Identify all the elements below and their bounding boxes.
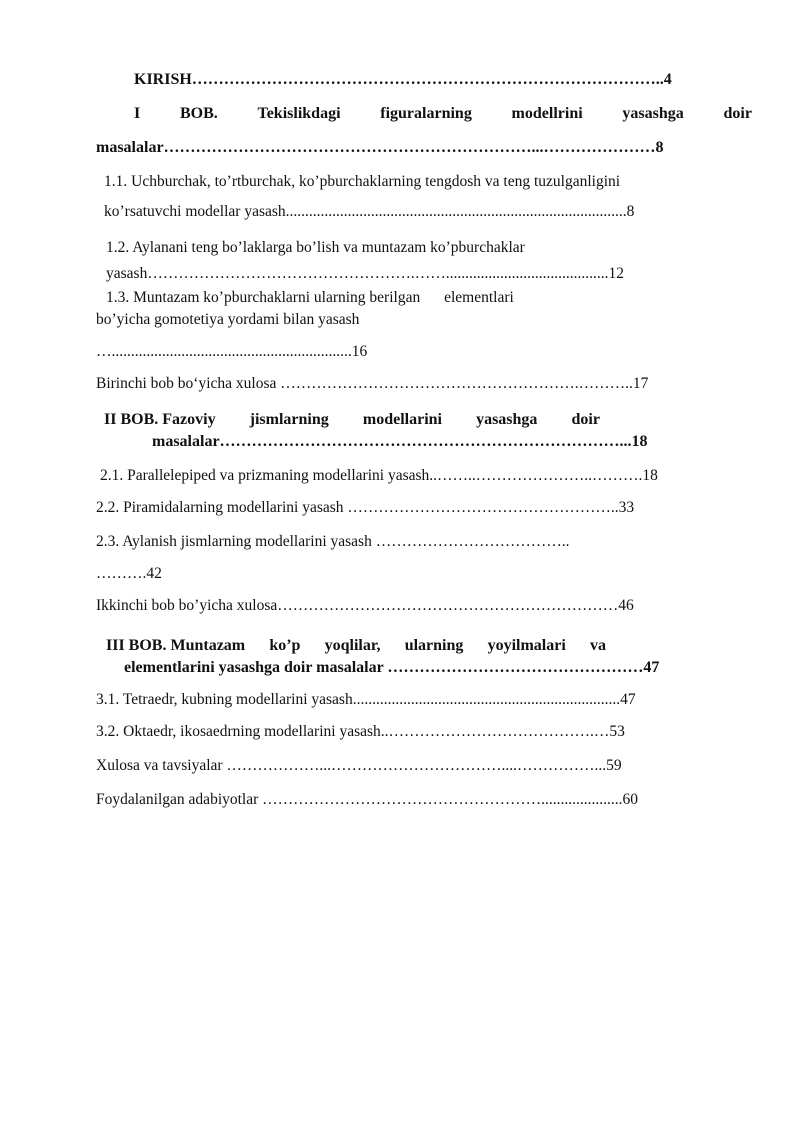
toc-bob1-word: Tekislikdagi [257, 105, 341, 122]
toc-section-3-1: 3.1. Tetraedr, kubning modellarini yasash.....................................................................47 [96, 691, 636, 708]
toc-section-2-2: 2.2. Piramidalarning modellarini yasash ……………………………………………..33 [96, 499, 635, 516]
toc-section-1-3-text: 1.3. Muntazam ko’pburchaklarni ularning berilgan [106, 289, 421, 306]
toc-bob3-word: yoyilmalari [487, 637, 566, 654]
toc-section-1-1: 1.1. Uchburchak, to’rtburchak, ko’pburchaklarning tengdosh va teng tuzulganligini [104, 173, 621, 190]
toc-section-1-3-cont: bo’yicha gomotetiya yordami bilan yasash [96, 311, 360, 328]
toc-bob1-xulosa: Birinchi bob bo‘yicha xulosa ………………………………………………….………..17 [96, 375, 649, 392]
toc-adabiyot: Foydalanilgan adabiyotlar ……………………………………………….....................60 [96, 791, 639, 808]
toc-bob2-word: II BOB. Fazoviy [104, 411, 216, 428]
toc-section-1-3 [106, 288, 752, 308]
toc-section-1-1-page: ko’rsatuvchi modellar yasash........................................................................................8 [104, 203, 635, 220]
toc-bob1-word: yasashga [622, 105, 684, 122]
toc-bob3-word: yoqlilar, [324, 637, 381, 654]
toc-section-2-3: 2.3. Aylanish jismlarning modellarini yasash ……………………………….. [96, 533, 570, 550]
toc-bob3-word: III BOB. Muntazam [106, 637, 246, 654]
toc-bob1-title [134, 104, 752, 124]
toc-bob2-word: doir [571, 411, 600, 428]
toc-section-2-1: 2.1. Parallelepiped va prizmaning modellarini yasash..……..…………………..……….18 [100, 467, 658, 484]
toc-bob1-word: modellrini [511, 105, 583, 122]
toc-bob1-page: masalalar……………………………………………………………...…………………8 [96, 139, 664, 156]
toc-xulosa: Xulosa va tavsiyalar ………………...……………………………....……………...59 [96, 757, 622, 774]
toc-bob1-word: figuralarning [380, 105, 472, 122]
toc-bob2-xulosa: Ikkinchi bob bo’yicha xulosa…………………………………………………………46 [96, 597, 634, 614]
toc-bob1-word: BOB. [179, 105, 218, 122]
toc-bob3-word: ko’p [269, 637, 301, 654]
toc-bob2-word: modellarini [362, 411, 442, 428]
toc-section-2-3-page: ……….42 [96, 565, 162, 582]
toc-bob2-title [104, 410, 600, 430]
toc-section-1-2-page: yasash…………………………………………….……..........................................12 [106, 265, 624, 282]
toc-bob3-page: elementlarini yasashga doir masalalar …………………………………………47 [124, 659, 660, 676]
toc-bob3-word: ularning [404, 637, 464, 654]
toc-bob1-word: doir [723, 105, 752, 122]
toc-section-3-2: 3.2. Oktaedr, ikosaedrning modellarini yasash..………………………………….…53 [96, 723, 625, 740]
toc-bob1-word: I [134, 105, 141, 122]
toc-bob2-page: masalalar…………………………………………………………………...18 [152, 433, 648, 450]
toc-kirish: KIRISH……………………………………………………………………………..4 [134, 71, 672, 88]
toc-bob3-word: va [589, 637, 606, 654]
toc-bob3-title [106, 636, 606, 656]
toc-section-1-3-text: elementlari [444, 289, 514, 306]
toc-bob2-word: jismlarning [249, 411, 329, 428]
toc-section-1-2: 1.2. Aylanani teng bo’laklarga bo’lish va muntazam ko’pburchaklar [106, 239, 525, 256]
toc-bob2-word: yasashga [476, 411, 538, 428]
toc-section-1-3-page: …..............................................................16 [96, 343, 368, 360]
